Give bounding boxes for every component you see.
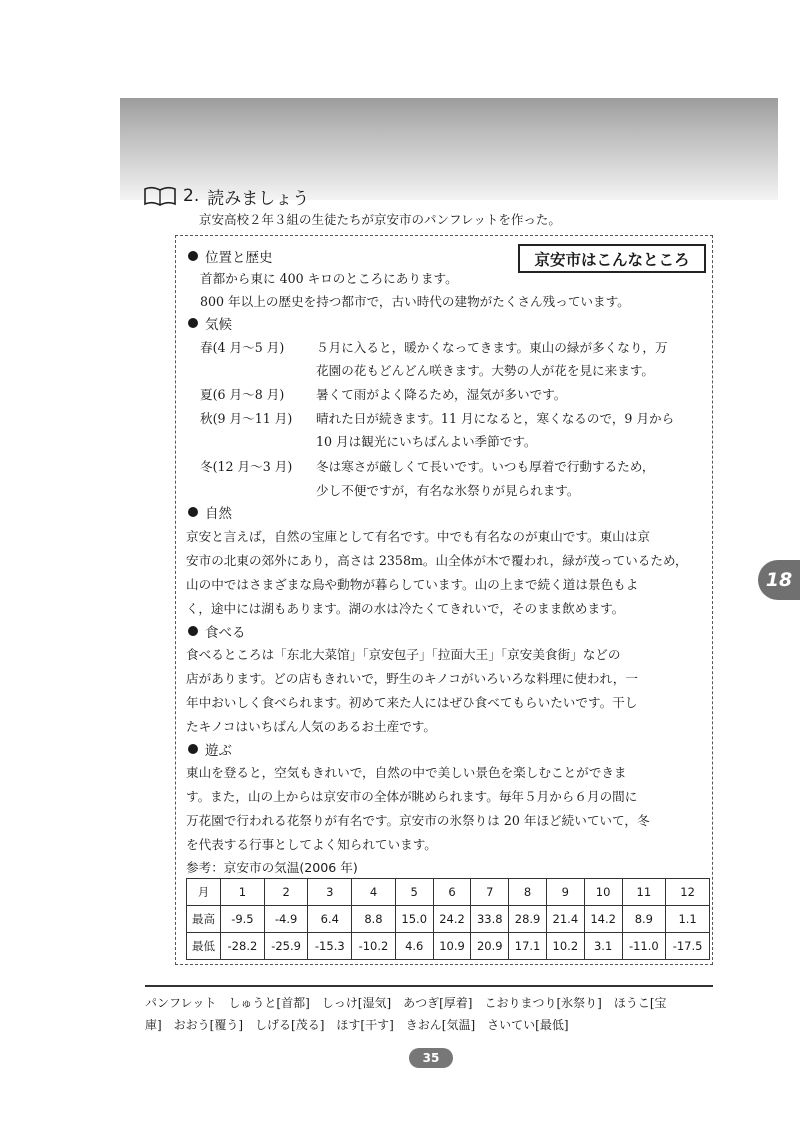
table-cell: 最低: [187, 933, 221, 960]
summer-label: 夏(6 月～8 月): [200, 387, 285, 402]
table-header-cell: 4: [352, 879, 396, 906]
table-row-min: [187, 933, 710, 960]
location-heading: [188, 246, 273, 266]
nature-line: 山の中ではさまざまな鳥や動物が暮らしています。山の上まで続く道は景色もよ: [186, 577, 639, 592]
table-cell: 1.1: [666, 906, 710, 933]
location-heading-text: 位置と歴史: [205, 250, 273, 266]
open-book-icon: [143, 185, 177, 207]
play-line: を代表する行事としてよく知られています。: [186, 837, 437, 852]
nature-heading-text: 自然: [205, 506, 232, 522]
table-cell: -28.2: [221, 933, 265, 960]
table-cell: 15.0: [395, 906, 433, 933]
table-row-max: [187, 906, 710, 933]
winter-line: 少し不便ですが，有名な氷祭りが見られます。: [316, 483, 580, 498]
autumn-label: 秋(9 月～11 月): [200, 411, 293, 426]
table-cell: 21.4: [546, 906, 584, 933]
table-cell: 10.2: [546, 933, 584, 960]
location-line: 800 年以上の歴史を持つ都市で，古い時代の建物がたくさん残っています。: [200, 294, 630, 309]
glossary-divider: [145, 985, 713, 987]
table-cell: 3.1: [584, 933, 622, 960]
play-line: 万花園で行われる花祭りが有名です。京安市の氷祭りは 20 年ほど続いていて，冬: [186, 813, 650, 828]
bullet-icon: [188, 626, 198, 636]
temperature-table-title: 参考：京安市の気温(2006 年): [186, 860, 358, 875]
bullet-icon: [188, 251, 198, 261]
section-heading: [143, 183, 309, 209]
table-header-cell: 9: [546, 879, 584, 906]
summer-line: 暑くて雨がよく降るため，湿気が多いです。: [316, 387, 567, 402]
nature-heading: [188, 502, 232, 522]
section-number: 2.: [183, 186, 200, 206]
bullet-icon: [188, 744, 198, 754]
spring-line: ５月に入ると，暖かくなってきます。東山の緑が多くなり，万: [316, 340, 668, 355]
table-cell: 24.2: [433, 906, 471, 933]
table-cell: 8.8: [352, 906, 396, 933]
table-header-cell: 8: [509, 879, 547, 906]
spring-label: 春(4 月～5 月): [200, 340, 285, 355]
table-cell: 4.6: [395, 933, 433, 960]
glossary-line: 庫] おおう[覆う] しげる[茂る] ほす[干す] きおん[気温] さいてい[最低]: [145, 1018, 569, 1032]
winter-label: 冬(12 月～3 月): [200, 459, 293, 474]
nature-line: 安市の北東の郊外にあり，高さは 2358m。山全体が木で覆われ，緑が茂っているため，: [186, 553, 688, 568]
table-cell: 最高: [187, 906, 221, 933]
nature-line: 京安と言えば，自然の宝庫として有名です。中でも有名なのが東山です。東山は京: [186, 529, 650, 544]
table-cell: -9.5: [221, 906, 265, 933]
table-header-cell: 1: [221, 879, 265, 906]
temperature-table: [186, 878, 710, 960]
autumn-line: 10 月は観光にいちばんよい季節です。: [316, 434, 537, 449]
table-cell: -17.5: [666, 933, 710, 960]
food-line: 食べるところは「东北大菜馆」「京安包子」「拉面大王」「京安美食街」などの: [186, 647, 621, 662]
play-line: す。また，山の上からは京安市の全体が眺められます。毎年５月から６月の間に: [186, 789, 638, 804]
table-cell: 20.9: [471, 933, 509, 960]
table-cell: -4.9: [264, 906, 308, 933]
table-header-cell: 5: [395, 879, 433, 906]
table-cell: -11.0: [622, 933, 666, 960]
table-cell: 10.9: [433, 933, 471, 960]
table-cell: -15.3: [308, 933, 352, 960]
table-header-cell: 2: [264, 879, 308, 906]
table-cell: -10.2: [352, 933, 396, 960]
intro-text: 京安高校２年３組の生徒たちが京安市のパンフレットを作った。: [199, 212, 561, 227]
table-cell: -25.9: [264, 933, 308, 960]
table-header-cell: 10: [584, 879, 622, 906]
bullet-icon: [188, 318, 198, 328]
table-header-cell: 7: [471, 879, 509, 906]
table-header-cell: 12: [666, 879, 710, 906]
climate-heading-text: 気候: [205, 317, 232, 333]
table-header-cell: 11: [622, 879, 666, 906]
food-line: 年中おいしく食べられます。初めて来た人にはぜひ食べてもらいたいです。干し: [186, 695, 638, 710]
section-title: 読みましょう: [207, 188, 310, 209]
glossary-line: パンフレット しゅうと[首都] しっけ[湿気] あつぎ[厚着] こおりまつり[氷祭り] ほうこ[宝: [145, 996, 667, 1010]
climate-heading: [188, 313, 232, 333]
food-line: たキノコはいちばん人気のあるお土産です。: [186, 719, 436, 734]
spring-line: 花園の花もどんどん咲きます。大勢の人が花を見に来ます。: [316, 363, 655, 378]
brochure-title: 京安市はこんなところ: [518, 244, 706, 273]
page-number: 35: [409, 1048, 453, 1068]
chapter-tab: 18: [758, 560, 800, 600]
food-heading-text: 食べる: [205, 625, 246, 641]
table-header-row: [187, 879, 710, 906]
play-line: 東山を登ると，空気もきれいで，自然の中で美しい景色を楽しむことができま: [186, 765, 627, 780]
autumn-line: 晴れた日が続きます。11 月になると，寒くなるので，9 月から: [316, 411, 675, 426]
nature-line: く，途中には湖もあります。湖の水は冷たくてきれいで，そのまま飲めます。: [186, 601, 625, 616]
table-header-cell: 3: [308, 879, 352, 906]
food-line: 店があります。どの店もきれいで，野生のキノコがいろいろな料理に使われ，一: [186, 671, 638, 686]
food-heading: [188, 621, 246, 641]
table-header-cell: 6: [433, 879, 471, 906]
play-heading: [188, 739, 232, 759]
location-line: 首都から東に 400 キロのところにあります。: [200, 271, 458, 286]
table-cell: 28.9: [509, 906, 547, 933]
play-heading-text: 遊ぶ: [205, 743, 232, 759]
table-cell: 14.2: [584, 906, 622, 933]
table-cell: 17.1: [509, 933, 547, 960]
table-cell: 33.8: [471, 906, 509, 933]
table-cell: 8.9: [622, 906, 666, 933]
winter-line: 冬は寒さが厳しくて長いです。いつも厚着で行動するため，: [316, 459, 655, 474]
table-cell: 6.4: [308, 906, 352, 933]
bullet-icon: [188, 507, 198, 517]
table-header-cell: 月: [187, 879, 221, 906]
